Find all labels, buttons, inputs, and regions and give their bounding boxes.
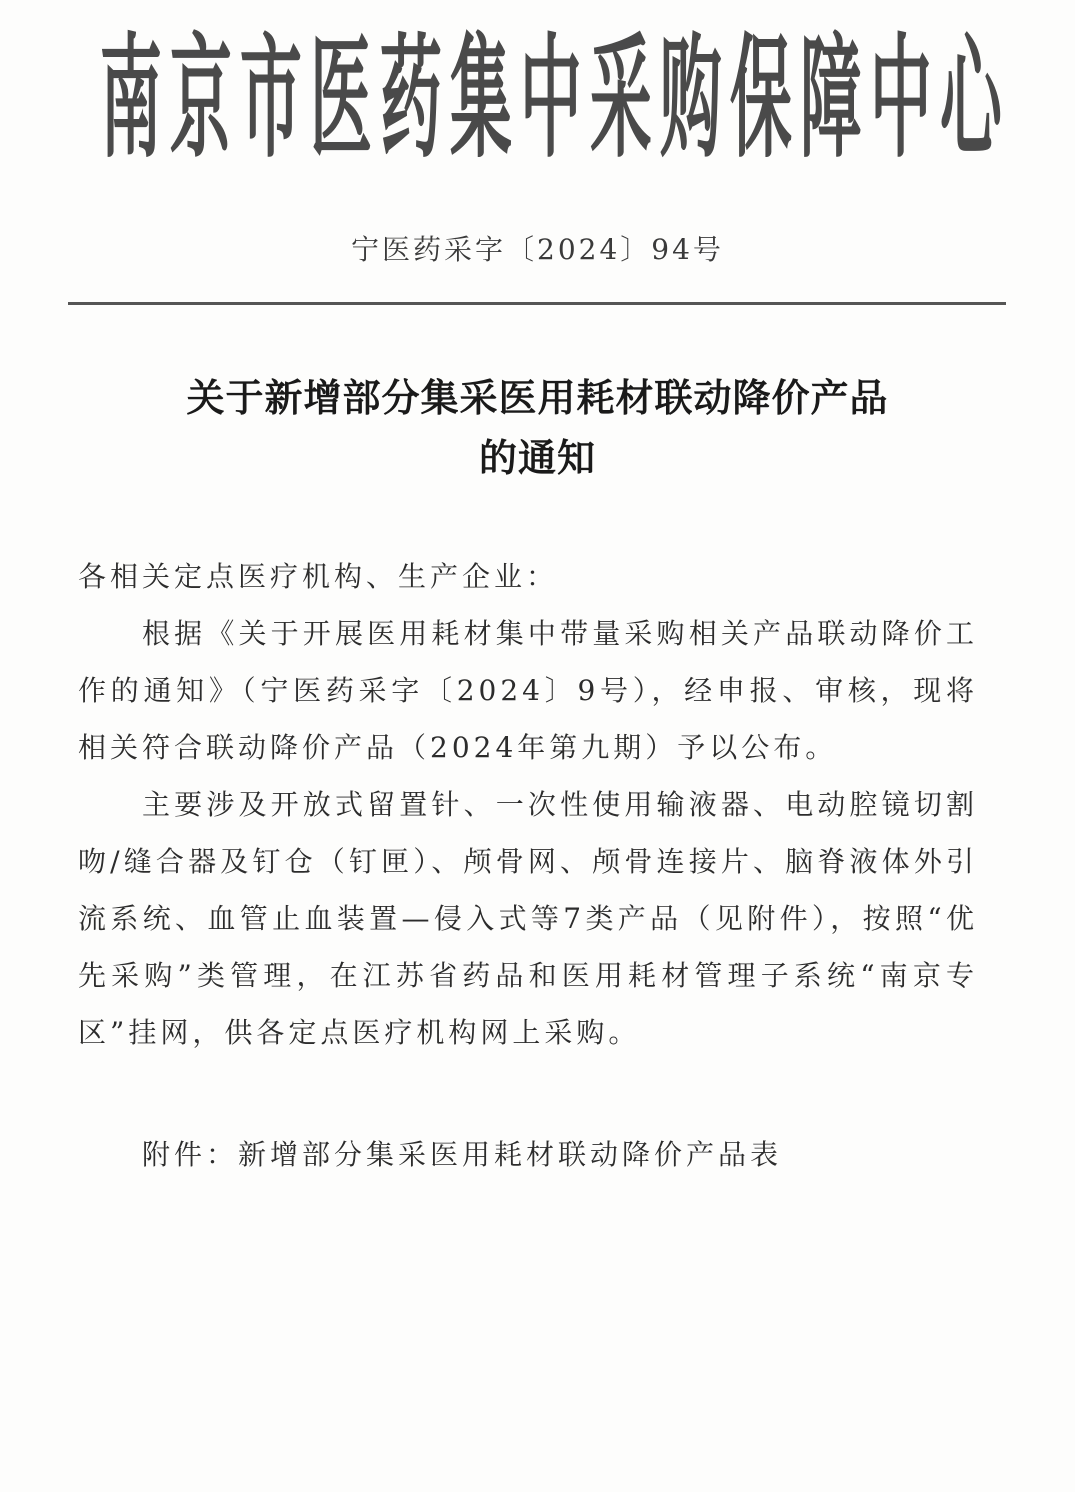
masthead: [95, 18, 1001, 178]
masthead-char: 中: [519, 20, 581, 176]
header-divider: [68, 302, 1006, 305]
masthead-char: 采: [590, 20, 651, 176]
masthead-char: 集: [449, 20, 511, 176]
document-title: [60, 368, 1015, 488]
masthead-char: 药: [379, 20, 441, 176]
masthead-char: 心: [940, 20, 1001, 176]
masthead-char: 障: [800, 20, 861, 176]
salutation: 各相关定点医疗机构、生产企业：: [78, 560, 559, 593]
paragraph-1: 根据《关于开展医用耗材集中带量采购相关产品联动降价工作的通知》（宁医药采字〔2024〕9号），经申报、审核，现将相关符合联动降价产品（2024年第九期）予以公布。: [78, 617, 978, 764]
masthead-char: 中: [870, 20, 931, 176]
document-number: 宁医药采字〔2024〕94号: [351, 233, 724, 266]
masthead-char: 保: [730, 20, 791, 176]
masthead-char: 医: [309, 20, 371, 176]
paragraph-2: 主要涉及开放式留置针、一次性使用输液器、电动腔镜切割吻/缝合器及钉仓（钉匣）、颅骨网、颅骨连接片、脑脊液体外引流系统、血管止血装置—侵入式等7类产品（见附件），按照“优先采购”类管理，在江苏省药品和医用耗材管理子系统“南京专区”挂网，供各定点医疗机构网上采购。: [78, 788, 978, 1049]
masthead-char: 南: [99, 20, 161, 176]
title-line-2: 的通知: [478, 436, 596, 480]
masthead-char: 市: [239, 20, 301, 176]
attachment-note: 附件：新增部分集采医用耗材联动降价产品表: [142, 1138, 783, 1171]
masthead-char: 购: [660, 20, 721, 176]
title-line-1: 关于新增部分集采医用耗材联动降价产品: [186, 376, 889, 420]
document-body: [78, 548, 978, 1061]
masthead-char: 京: [169, 20, 231, 176]
